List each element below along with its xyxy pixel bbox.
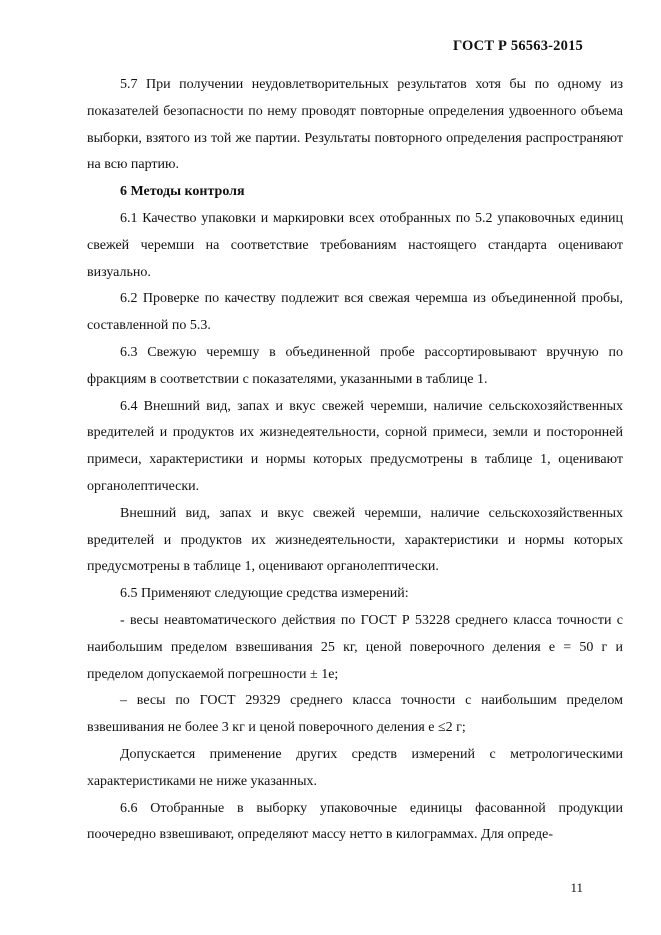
list-item-scales-1: - весы неавтоматического действия по ГОСТ Р 53228 среднего класса точности с наибольшим пределом взвешивания 25 кг, ценой поверочного деления e = 50 г и пределом допускаемой погрешности ± 1е;: [87, 612, 623, 682]
paragraph-6-6: 6.6 Отобранные в выборку упаковочные единицы фасованной продукции поочередно взвешивают, определяют массу нетто в килограммах. Для опреде-: [87, 800, 623, 843]
page-number: 11: [570, 880, 583, 895]
standard-number-header: ГОСТ Р 56563-2015: [452, 38, 583, 54]
section-heading-6: 6 Методы контроля: [120, 184, 245, 200]
paragraph-6-1: 6.1 Качество упаковки и маркировки всех отобранных по 5.2 упаковочных единиц свежей черемши на соответствие требованиям настоящего стандарта оценивают визуально.: [87, 210, 623, 280]
paragraph-6-2: 6.2 Проверке по качеству подлежит вся свежая черемша из объединенной пробы, составленной по 5.3.: [87, 291, 623, 334]
list-item-scales-2: – весы по ГОСТ 29329 среднего класса точности с наибольшим пределом взвешивания не более 3 кг и ценой поверочного деления e ≤2 г;: [87, 693, 623, 736]
paragraph-6-5: 6.5 Применяют следующие средства измерений:: [120, 586, 409, 602]
paragraph-6-4-continued: Внешний вид, запах и вкус свежей черемши, наличие сельскохозяйственных вредителей и продуктов их жизнедеятельности, характеристики и нормы которых предусмотрены в таблице 1, оценивают органолептически.: [87, 505, 623, 575]
paragraph-6-3: 6.3 Свежую черемшу в объединенной пробе рассортировывают вручную по фракциям в соответствии с показателями, указанными в таблице 1.: [87, 344, 623, 387]
document-body: [87, 72, 623, 849]
paragraph-alternatives: Допускается применение других средств измерений с метрологическими характеристиками не ниже указанных.: [87, 746, 623, 789]
paragraph-6-4: 6.4 Внешний вид, запах и вкус свежей черемши, наличие сельскохозяйственных вредителей и продуктов их жизнедеятельности, сорной примеси, земли и посторонней примеси, характеристики и нормы которых предусмотрены в таблице 1, оценивают органолептически.: [87, 398, 623, 494]
paragraph-5-7: 5.7 При получении неудовлетворительных результатов хотя бы по одному из показателей безопасности по нему проводят повторные определения удвоенного объема выборки, взятого из той же партии. Результаты повторного определения распространяют на всю партию.: [87, 77, 623, 173]
